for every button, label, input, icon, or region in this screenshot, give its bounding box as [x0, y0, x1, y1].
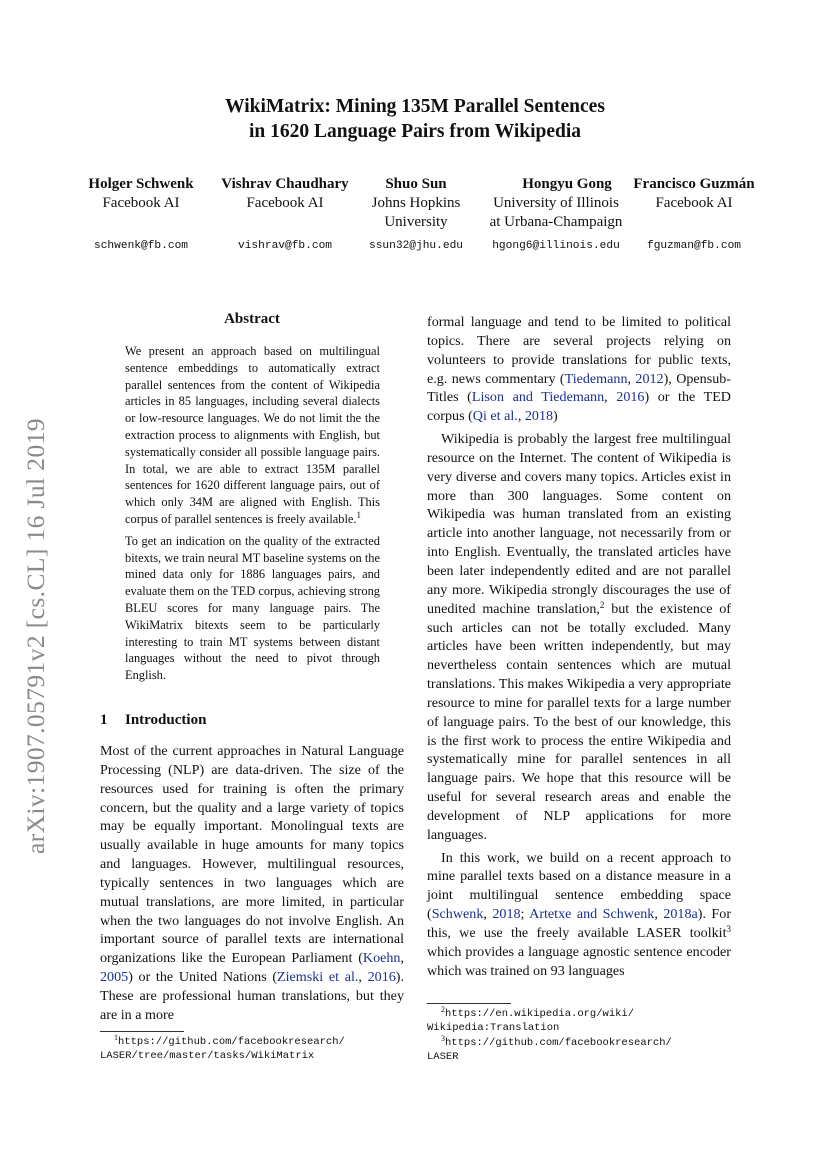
author-affiliation: Facebook AI [655, 195, 733, 211]
title-line-2: in 1620 Language Pairs from Wikipedia [248, 121, 582, 142]
footnote-3 [427, 1036, 672, 1064]
citation-link[interactable]: Artetxe and Schwenk [529, 906, 655, 923]
footnote-url[interactable]: Wikipedia:Translation [427, 1022, 560, 1034]
author-email[interactable]: schwenk@fb.com [94, 240, 188, 252]
citation-link[interactable]: 2012 [635, 370, 664, 387]
footnote-rule [100, 1031, 184, 1032]
author-email[interactable]: hgong6@illinois.edu [492, 240, 620, 252]
body-paragraph: Most of the current approaches in Natural Language Processing (NLP) are data-driven. The size of the resources used for training is often the primary concern, but the quality and a large variety of topics may be equally important. Monolingual texts are usually available in huge amounts for many topics and languages. However, multilingual resources, typically sentences in two languages which are mutual translations, are more limited, in particular when the two languages do not involve English. An important source of parallel texts are international organizations like the European Parliament (Koehn, 2005) or the United Nations (Ziemski et al., 2016). These are professional human translations, but they are in a more [100, 743, 404, 1023]
citation-link[interactable]: Lison and Tiedemann [471, 389, 605, 406]
footnote-url[interactable]: https://github.com/facebookresearch/ [118, 1036, 345, 1048]
footnote-rule [427, 1003, 511, 1004]
citation-link[interactable]: Koehn [362, 950, 401, 967]
author-affiliation: Johns Hopkins [371, 195, 461, 211]
footnote-url[interactable]: https://en.wikipedia.org/wiki/ [445, 1008, 635, 1020]
author-block [211, 175, 359, 255]
author-name: Vishrav Chaudhary [221, 176, 349, 192]
author-affiliation: at Urbana-Champaign [489, 214, 623, 230]
footnote-marker[interactable]: 1 [356, 509, 362, 520]
author-name: Shuo Sun [385, 176, 447, 192]
citation-link[interactable]: Ziemski et al. [277, 969, 359, 986]
intro-left-column [100, 742, 404, 1025]
footnote-url[interactable]: LASER/tree/master/tasks/WikiMatrix [100, 1050, 315, 1062]
abstract-paragraph: To get an indication on the quality of the extracted bitexts, we train neural MT baseline systems on the mined data only for 1886 languages pairs, and evaluate them on the TED corpus, achieving strong BLEU scores for many language pairs. The WikiMatrix bitexts seem to be particularly interesting to train MT systems between distant languages without the need to pivot through English. [125, 533, 380, 683]
author-name: Francisco Guzmán [633, 176, 755, 192]
footnote-1 [100, 1035, 345, 1063]
section-title: Introduction [125, 712, 207, 728]
citation-link[interactable]: 2016 [616, 389, 645, 406]
citation-link[interactable]: 2018 [524, 408, 554, 425]
author-block [476, 175, 636, 255]
section-heading [100, 712, 206, 729]
author-affiliation: Facebook AI [246, 195, 324, 211]
author-block [358, 175, 474, 255]
intro-right-column [427, 313, 731, 981]
abstract-paragraph: We present an approach based on multilingual sentence embeddings to automatically extract parallel sentences from the content of Wikipedia articles in 85 languages, including several dialects or low-resource languages. We do not limit the the extraction process to alignments with English, but systematically consider all possible language pairs. In total, we are able to extract 135M parallel sentences for 1620 different language pairs, out of which only 34M are aligned with English. This corpus of parallel sentences is freely available.$^1$ [125, 344, 380, 526]
footnote-marker[interactable]: 3 [726, 924, 731, 934]
abstract-heading: Abstract [224, 311, 280, 327]
citation-link[interactable]: 2018 [492, 906, 521, 923]
citation-link[interactable]: Schwenk [431, 906, 484, 923]
title-line-1: WikiMatrix: Mining 135M Parallel Sentences [225, 96, 605, 117]
citation-link[interactable]: 2018a [663, 906, 698, 923]
footnote-marker[interactable]: 2 [599, 599, 605, 610]
author-name: Holger Schwenk [88, 176, 194, 192]
author-affiliation: University of Illinois [493, 195, 619, 211]
arxiv-stamp: arXiv:1907.05791v2 [cs.CL] 16 Jul 2019 [21, 418, 50, 854]
author-email[interactable]: vishrav@fb.com [238, 240, 332, 252]
body-paragraph: In this work, we build on a recent approach to mine parallel texts based on a distance measure in a joint multilingual sentence embedding space (Schwenk, 2018; Artetxe and Schwenk, 2018a). For this, we use the freely available LASER toolkit$^3$ which provides a language agnostic sentence encoder which was trained on 93 languages [427, 849, 732, 979]
section-number: 1 [100, 712, 108, 728]
citation-link[interactable]: Tiedemann [564, 370, 628, 387]
paper-title [100, 94, 730, 144]
footnote-2 [427, 1007, 634, 1035]
citation-link[interactable]: Qi et al. [472, 408, 518, 425]
footnote-number: 1 [114, 1033, 118, 1042]
author-block [80, 175, 202, 255]
citation-link[interactable]: 2016 [367, 969, 396, 986]
body-paragraph: formal language and tend to be limited to political topics. There are several projects relying on volunteers to provide translations for public texts, e.g. news commentary (Tiedemann, 2012), Opensub-Titles (Lison and Tiedemann, 2016) or the TED corpus (Qi et al., 2018) [427, 314, 731, 425]
body-paragraph: Wikipedia is probably the largest free multilingual resource on the Internet. The content of Wikipedia is very diverse and covers many topics. Articles exist in more than 300 languages. Some content on Wikipedia was human translated from an existing article into another language, not necessarily from or into English. Eventually, the translated articles have been later independently edited and are not parallel any more. Wikipedia strongly discourages the use of unedited machine translation,$^2$ but the existence of such articles can not be totally excluded. Many articles have been written independently, but may nevertheless contain sentences which are mutual translations. This makes Wikipedia a very appropriate resource to mine for parallel texts for a large number of language pairs. To the best of our knowledge, this is the first work to process the entire Wikipedia and systematically mine for parallel sentences in all language pairs. We hope that this resource will be useful for several research areas and enable the development of NLP applications for more languages. [427, 431, 731, 843]
author-affiliation: Facebook AI [102, 195, 180, 211]
footnote-url[interactable]: https://github.com/facebookresearch/ [445, 1037, 672, 1049]
footnote-url[interactable]: LASER [427, 1051, 459, 1063]
footnote-number: 3 [441, 1034, 445, 1043]
footnote-number: 2 [441, 1005, 445, 1014]
author-name: Hongyu Gong [522, 176, 612, 192]
author-affiliation: University [384, 214, 448, 230]
abstract-body [125, 343, 380, 684]
citation-link[interactable]: 2005 [100, 969, 129, 986]
author-block [620, 175, 768, 255]
author-email[interactable]: ssun32@jhu.edu [369, 240, 463, 252]
author-email[interactable]: fguzman@fb.com [647, 240, 741, 252]
